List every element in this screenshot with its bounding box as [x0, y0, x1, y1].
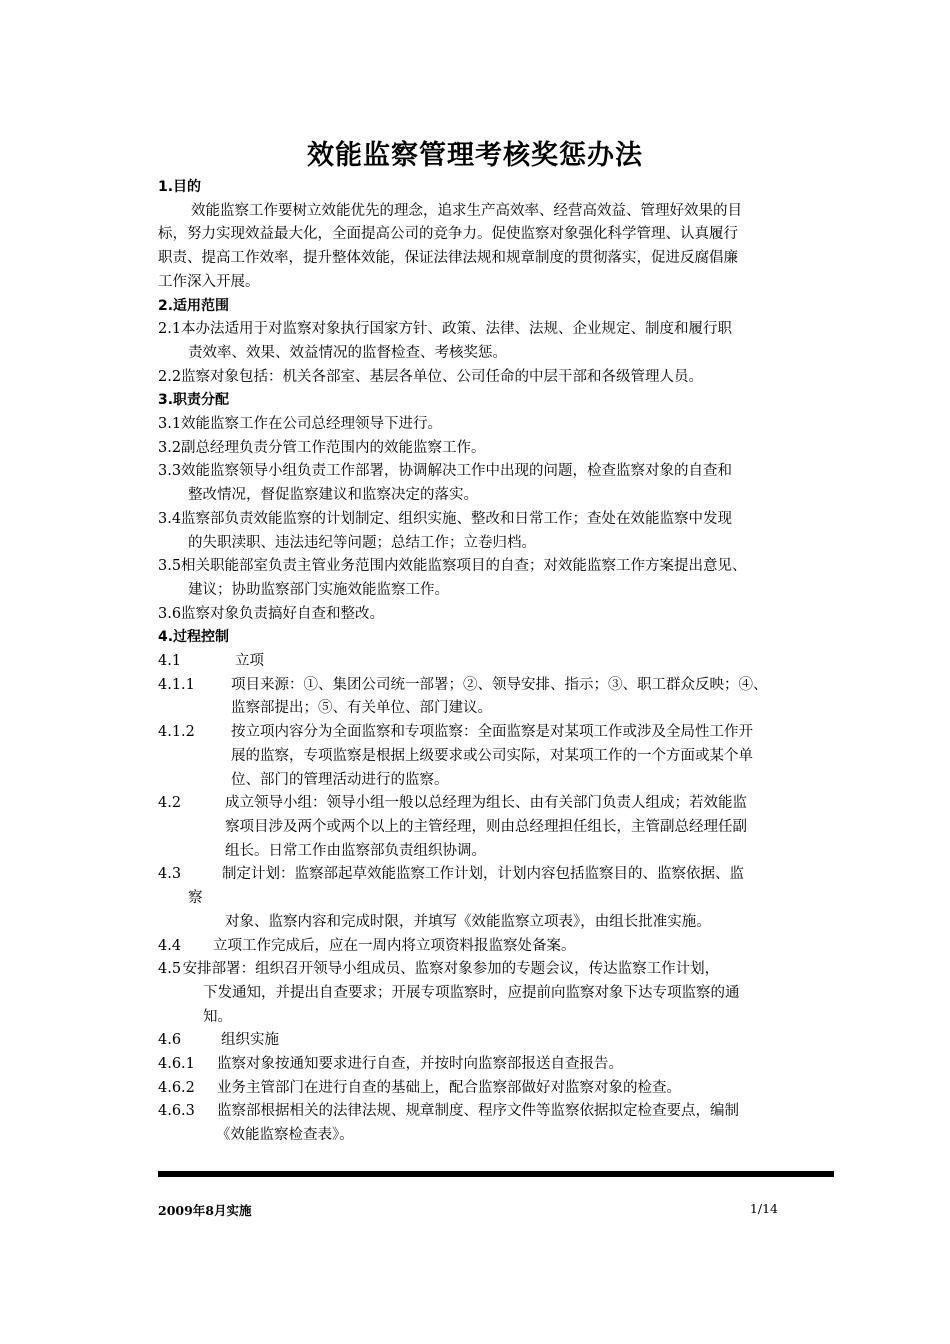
clause-4-3-cont: 对象、监察内容和完成时限，并填写《效能监察立项表》，由组长批准实施。	[225, 913, 711, 930]
clause-3-3-cont: 整改情况，督促监察建议和监察决定的落实。	[188, 487, 478, 504]
clause-4-3	[158, 863, 852, 887]
clause-number: 4.6.2	[158, 1079, 195, 1096]
clause-4-6-2	[158, 1077, 852, 1101]
clause-number: 4.1.2	[158, 724, 195, 741]
clause-3-2: 3.2副总经理负责分管工作范围内的效能监察工作。	[158, 439, 486, 456]
clause-4-1-1-cont: 监察部提出；⑤、有关单位、部门建议。	[231, 700, 492, 717]
clause-4-6-1	[158, 1053, 852, 1077]
section-4-heading: 4.过程控制	[158, 629, 230, 646]
clause-3-4: 3.4监察部负责效能监察的计划制定、组织实施、整改和日常工作；查处在效能监察中发现	[158, 510, 733, 527]
section-1-para-line: 职责、提高工作效率，提升整体效能，保证法律法规和规章制度的贯彻落实，促进反腐倡廉	[158, 250, 738, 267]
clause-text: 项目来源：①、集团公司统一部署；②、领导安排、指示；③、职工群众反映；④、	[231, 676, 768, 693]
section-3-heading: 3.职责分配	[158, 392, 230, 409]
clause-text: 成立领导小组：领导小组一般以总经理为组长、由有关部门负责人组成；若效能监	[225, 795, 747, 812]
clause-2-1: 2.1本办法适用于对监察对象执行国家方针、政策、法律、法规、企业规定、制度和履行职	[158, 321, 733, 338]
clause-3-5-cont: 建议；协助监察部门实施效能监察工作。	[188, 581, 449, 598]
clause-3-1: 3.1效能监察工作在公司总经理领导下进行。	[158, 416, 443, 433]
clause-text: 制定计划：监察部起草效能监察工作计划，计划内容包括监察目的、监察依据、监	[222, 866, 744, 883]
clause-text: 按立项内容分为全面监察和专项监察：全面监察是对某项工作或涉及全局性工作开	[231, 724, 753, 741]
clause-4-2-cont: 组长。日常工作由监察部负责组织协调。	[225, 842, 486, 859]
footer-divider	[158, 1171, 834, 1177]
clause-4-6-3-cont: 《效能监察检查表》。	[216, 1127, 354, 1144]
clause-number: 4.2	[158, 795, 182, 812]
document-body	[158, 176, 852, 1148]
clause-3-4-cont: 的失职渎职、违法违纪等问题；总结工作；立卷归档。	[188, 534, 536, 551]
clause-number: 4.4	[158, 937, 182, 954]
section-1-para-line: 标，努力实现效益最大化，全面提高公司的竞争力。促使监察对象强化科学管理、认真履行	[158, 226, 738, 243]
clause-text: 业务主管部门在进行自查的基础上，配合监察部做好对监察对象的检查。	[217, 1079, 681, 1096]
clause-4-1-2	[158, 721, 852, 745]
clause-4-2	[158, 792, 852, 816]
clause-4-4	[158, 935, 852, 959]
footer-date: 2009年8月实施	[158, 1203, 252, 1218]
clause-2-2: 2.2监察对象包括：机关各部室、基层各单位、公司任命的中层干部和各级管理人员。	[158, 368, 704, 385]
clause-number: 4.3	[158, 866, 182, 883]
clause-3-3: 3.3效能监察领导小组负责工作部署，协调解决工作中出现的问题，检查监察对象的自查和	[158, 463, 733, 480]
page-number: 1/14	[749, 1201, 778, 1216]
clause-4-5	[158, 958, 852, 982]
clause-text: 监察对象按通知要求进行自查，并按时向监察部报送自查报告。	[217, 1056, 623, 1073]
clause-number: 4.6.1	[158, 1056, 195, 1073]
clause-4-3-cont: 察	[188, 890, 203, 907]
clause-4-2-cont: 察项目涉及两个或两个以上的主管经理，则由总经理担任组长，主管副总经理任副	[225, 818, 747, 835]
clause-text: 立项	[235, 653, 264, 670]
clause-number: 4.5	[158, 961, 182, 978]
section-1-para-line: 工作深入开展。	[158, 273, 260, 290]
clause-number: 4.1.1	[158, 676, 195, 693]
section-1-heading: 1.目的	[158, 179, 202, 195]
clause-3-5: 3.5相关职能部室负责主管业务范围内效能监察项目的自查；对效能监察工作方案提出意见、	[158, 558, 747, 575]
clause-4-6	[158, 1029, 852, 1053]
clause-4-5-cont: 下发通知，并提出自查要求；开展专项监察时，应提前向监察对象下达专项监察的通	[203, 984, 740, 1001]
section-1-para-line: 效能监察工作要树立效能优先的理念，追求生产高效率、经营高效益、管理好效果的目	[191, 202, 742, 219]
clause-text: 立项工作完成后，应在一周内将立项资料报监察处备案。	[213, 937, 576, 954]
clause-text: 组织实施	[221, 1032, 279, 1049]
clause-text: 监察部根据相关的法律法规、规章制度、程序文件等监察依据拟定检查要点，编制	[217, 1103, 739, 1120]
clause-number: 4.6	[158, 1032, 182, 1049]
section-2-heading: 2.适用范围	[158, 297, 230, 314]
clause-number: 4.1	[158, 653, 182, 670]
clause-text: 安排部署：组织召开领导小组成员、监察对象参加的专题会议，传达监察工作计划，	[182, 961, 720, 978]
clause-2-1-cont: 责效率、效果、效益情况的监督检查、考核奖惩。	[188, 344, 507, 361]
document-title: 效能监察管理考核奖惩办法	[307, 140, 643, 171]
clause-4-5-cont: 知。	[203, 1008, 232, 1025]
clause-number: 4.6.3	[158, 1103, 195, 1120]
clause-4-1	[158, 650, 852, 674]
clause-4-1-2-cont: 展的监察，专项监察是根据上级要求或公司实际，对某项工作的一个方面或某个单	[231, 747, 753, 764]
clause-4-1-2-cont: 位、部门的管理活动进行的监察。	[231, 771, 449, 788]
clause-4-1-1	[158, 674, 852, 698]
clause-3-6: 3.6监察对象负责搞好自查和整改。	[158, 605, 385, 622]
clause-4-6-3	[158, 1100, 852, 1124]
